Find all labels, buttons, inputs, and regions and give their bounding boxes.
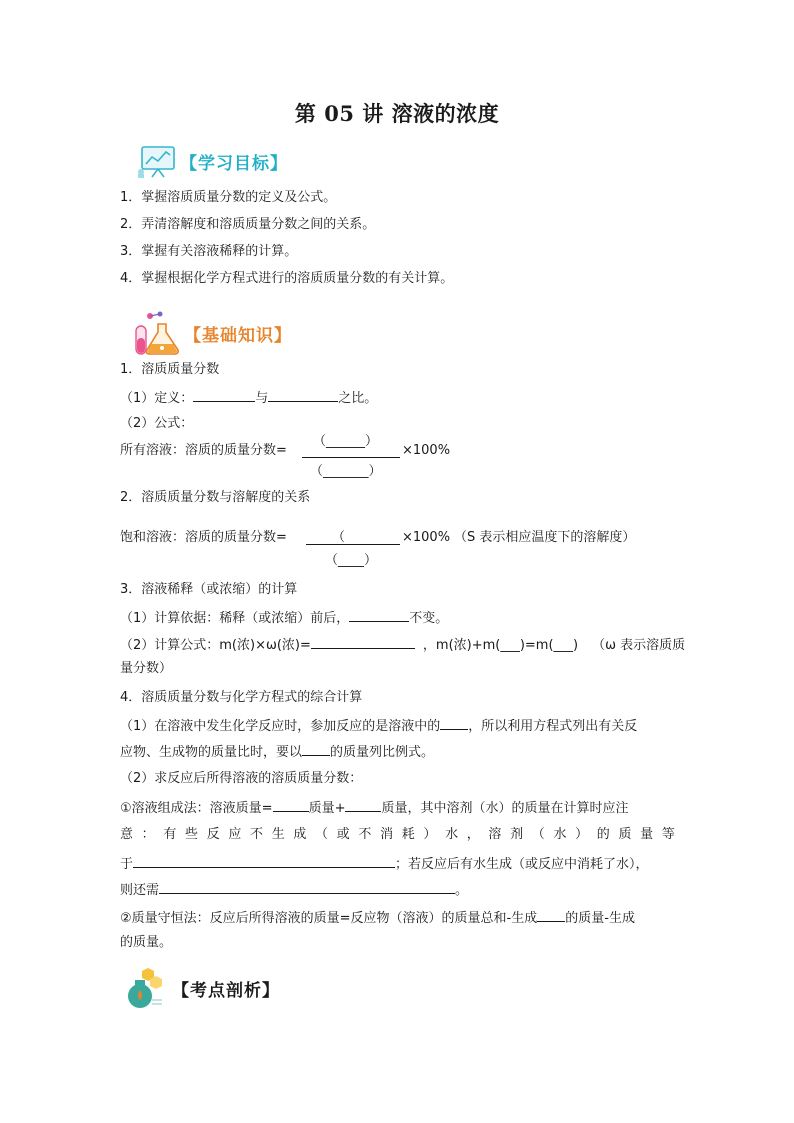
blank[interactable] xyxy=(440,716,468,730)
s4-p1-cont: 应物、生成物的质量比时，要以 的质量列比例式。 xyxy=(120,742,434,762)
s4-title: 4．溶质质量分数与化学方程式的综合计算 xyxy=(120,690,363,705)
lab-flask-icon xyxy=(132,310,184,356)
blank[interactable] xyxy=(133,854,395,868)
s4-method1-justified: 意 ： 有 些 反 应 不 生 成 （ 或 不 消 耗 ） 水 ， 溶 剂 （ 水 ） 的 质 量 等 xyxy=(120,827,675,842)
s4-method1: ①溶液组成法：溶液质量= 质量+ 质量，其中溶剂（水）的质量在计算时应注 xyxy=(120,798,628,818)
s3-title: 3．溶液稀释（或浓缩）的计算 xyxy=(120,582,298,597)
s4-method1-cont: 于 ；若反应后有水生成（或反应中消耗了水）， xyxy=(120,854,649,874)
objective-item: 1．掌握溶质质量分数的定义及公式。 xyxy=(120,190,337,205)
blank[interactable] xyxy=(537,908,565,922)
page-title: 第 05 讲 溶液的浓度 xyxy=(294,101,500,126)
blank[interactable] xyxy=(311,635,415,649)
s1-title: 1．溶质质量分数 xyxy=(120,362,220,377)
blank[interactable] xyxy=(273,798,309,812)
fraction-numerator: （______） xyxy=(313,434,379,449)
fraction-denominator: （_______） xyxy=(310,464,382,479)
presentation-board-icon xyxy=(136,144,180,178)
blank[interactable] xyxy=(345,798,381,812)
s2-saturated-label: 饱和溶液：溶质的质量分数= xyxy=(120,530,287,545)
basics-header xyxy=(132,310,292,356)
s3-formula-cont: 量分数） xyxy=(120,661,173,676)
basics-label: 【基础知识】 xyxy=(184,325,292,346)
s4-p2: （2）求反应后所得溶液的溶质质量分数： xyxy=(120,771,363,786)
objective-item: 2．弄清溶解度和溶质质量分数之间的关系。 xyxy=(120,217,376,232)
s1-formula-label: （2）公式： xyxy=(120,416,194,431)
s2-note: （S 表示相应温度下的溶解度） xyxy=(454,530,636,545)
s4-method2-cont: 的质量。 xyxy=(120,935,173,950)
blank[interactable] xyxy=(268,388,338,402)
s4-method2: ②质量守恒法：反应后所得溶液的质量=反应物（溶液）的质量总和-生成 的质量-生成 xyxy=(120,908,635,928)
times-100-percent: ×100% xyxy=(402,530,451,545)
s3-formula: （2）计算公式：m(浓)×ω(浓)= ，m(浓)+m(___)=m(___) （ω 表示溶质质 xyxy=(120,635,685,655)
fraction-denominator: （____） xyxy=(325,553,378,568)
objectives-label: 【学习目标】 xyxy=(180,153,288,174)
blank[interactable] xyxy=(193,388,255,402)
analysis-header xyxy=(122,966,280,1010)
objective-item: 4．掌握根据化学方程式进行的溶质质量分数的有关计算。 xyxy=(120,271,454,286)
flask-hexagon-icon xyxy=(122,966,166,1010)
fraction-bar xyxy=(302,457,400,458)
objective-item: 3．掌握有关溶液稀释的计算。 xyxy=(120,244,298,259)
s4-method1-cont2: 则还需 。 xyxy=(120,880,468,900)
fraction-bar xyxy=(306,544,400,545)
analysis-label: 【考点剖析】 xyxy=(172,980,280,1001)
s3-basis: （1）计算依据：稀释（或浓缩）前后， 不变。 xyxy=(120,608,448,628)
s1-definition: （1）定义： 与 之比。 xyxy=(120,388,377,408)
blank[interactable] xyxy=(349,608,409,622)
s2-title: 2．溶质质量分数与溶解度的关系 xyxy=(120,490,311,505)
blank[interactable] xyxy=(302,742,330,756)
s4-p1: （1）在溶液中发生化学反应时，参加反应的是溶液中的 ，所以利用方程式列出有关反 xyxy=(120,716,637,736)
objectives-header xyxy=(136,144,288,178)
blank[interactable] xyxy=(159,880,455,894)
fraction-numerator: （ xyxy=(332,530,346,545)
s1-all-solutions-label: 所有溶液：溶质的质量分数= xyxy=(120,443,287,458)
times-100-percent: ×100% xyxy=(402,443,451,458)
